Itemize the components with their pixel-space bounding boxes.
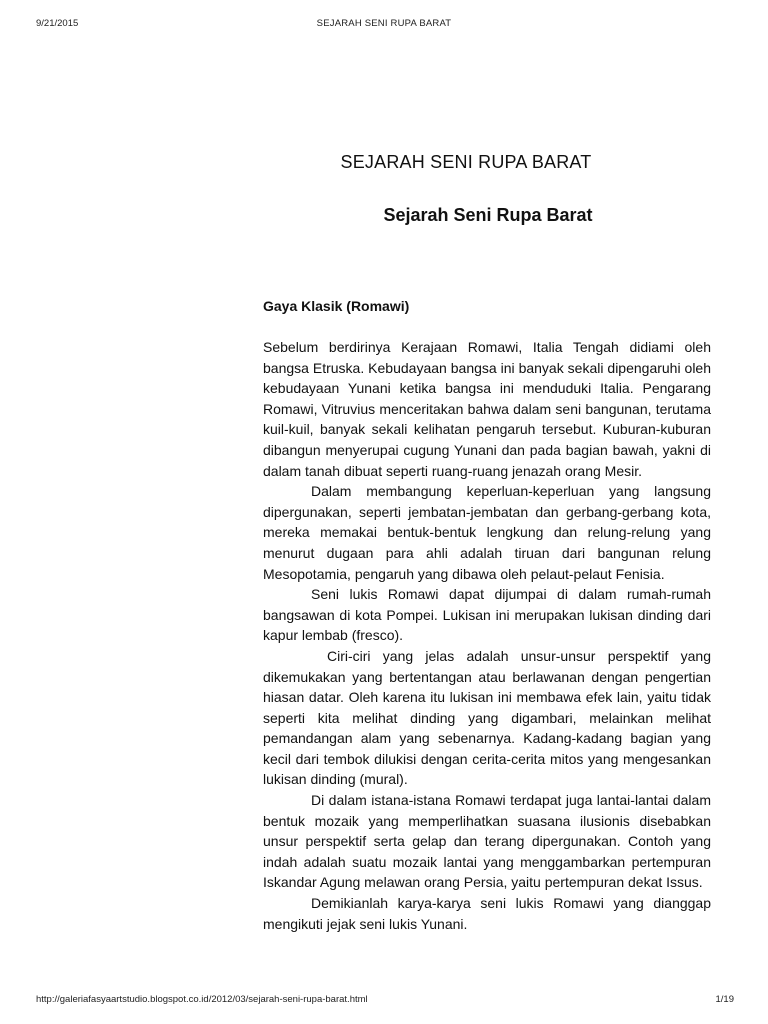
paragraph: Di dalam istana-istana Romawi terdapat juga lantai-lantai dalam bentuk mozaik yang memperlihatkan suasana ilusionis disebabkan unsur perspektif serta gelap dan terang dipergunakan. Contoh yang indah adalah suatu mozaik lantai yang menggambarkan pertempuran Iskandar Agung melawan orang Persia, yaitu pertempuran dekat Issus.: [263, 792, 711, 891]
section-title: Gaya Klasik (Romawi): [263, 298, 410, 314]
print-header-title: SEJARAH SENI RUPA BARAT: [316, 18, 452, 29]
paragraph: Ciri-ciri yang jelas adalah unsur-unsur perspektif yang dikemukakan yang bertentangan atau berlawanan dengan pengertian hiasan datar. Oleh karena itu lukisan ini membawa efek lain, yaitu tidak seperti kita melihat dinding yang digambari, melainkan melihat pemandangan alam yang sebenarnya. Kadang-kadang bagian yang kecil dari tembok dilukisi dengan cerita-cerita mitos yang mengesankan lukisan dinding (mural).: [263, 647, 711, 788]
page-number: 1/19: [715, 994, 734, 1005]
paragraph: Seni lukis Romawi dapat dijumpai di dalam rumah-rumah bangsawan di kota Pompei. Lukisan ini merupakan lukisan dinding dari kapur lembab (fresco).: [263, 586, 711, 644]
document-subheading: Sejarah Seni Rupa Barat: [383, 205, 593, 225]
paragraph: Sebelum berdirinya Kerajaan Romawi, Italia Tengah didiami oleh bangsa Etruska. Kebudayaan bangsa ini banyak sekali dipengaruhi oleh kebudayaan Yunani ketika bangsa ini menduduki Italia. Pengarang Romawi, Vitruvius menceritakan bahwa dalam seni bangunan, terutama kuil-kuil, banyak sekali kelihatan pengaruh tersebut. Kuburan-kuburan dibangun menyerupai cugung Yunani dan pada bagian bawah, yakni di dalam tanah dibuat seperti ruang-ruang jenazah orang Mesir.: [263, 339, 711, 479]
print-date: 9/21/2015: [36, 18, 79, 29]
paragraph: Demikianlah karya-karya seni lukis Romawi yang dianggap mengikuti jejak seni lukis Yunani.: [263, 895, 711, 932]
document-heading: SEJARAH SENI RUPA BARAT: [340, 152, 592, 172]
paragraph: Dalam membangung keperluan-keperluan yang langsung dipergunakan, seperti jembatan-jembatan dan gerbang-gerbang kota, mereka memakai bentuk-bentuk lengkung dan relung-relung yang menurut dugaan para ahli adalah tiruan dari bangunan relung Mesopotamia, pengaruh yang dibawa oleh pelaut-pelaut Fenisia.: [263, 483, 711, 582]
source-url[interactable]: http://galeriafasyaartstudio.blogspot.co.id/2012/03/sejarah-seni-rupa-barat.html: [36, 994, 368, 1005]
article-body: [263, 337, 711, 934]
